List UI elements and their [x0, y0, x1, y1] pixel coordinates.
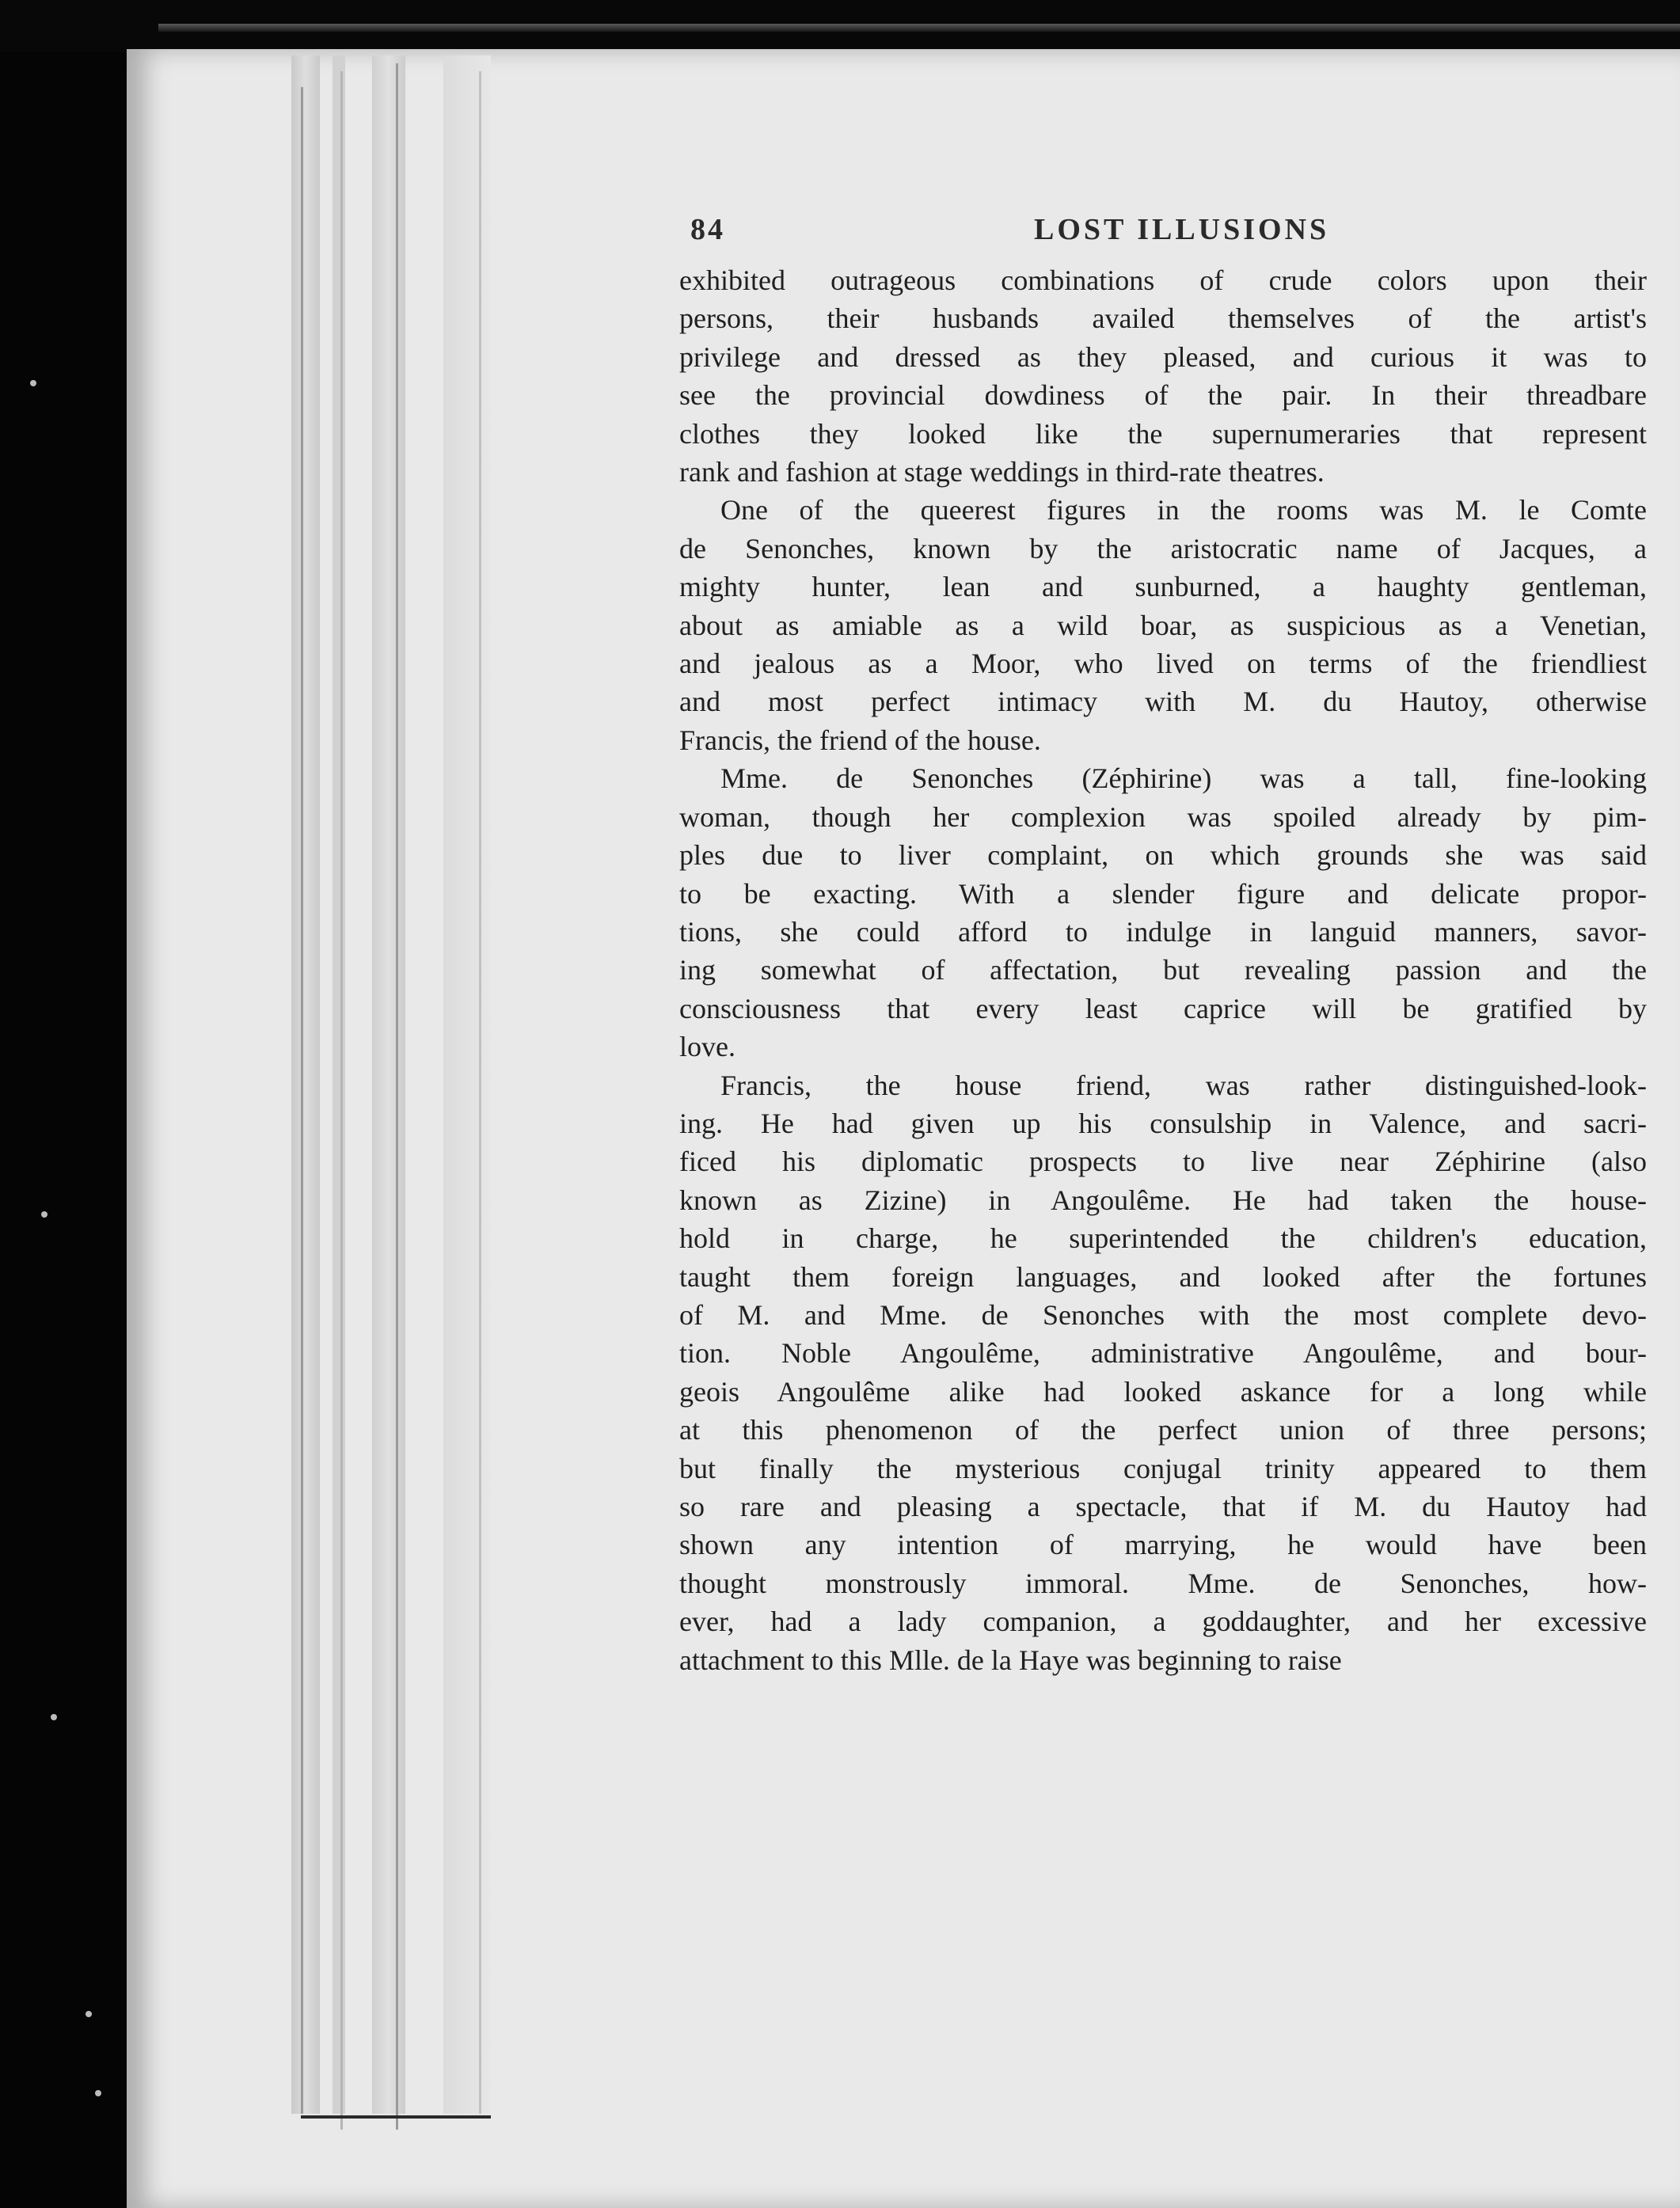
text-line: at this phenomenon of the perfect union of three persons;: [679, 1414, 1647, 1446]
text-line: ever, had a lady companion, a goddaughter, and her excessive: [679, 1606, 1647, 1638]
paragraph: [679, 1066, 1647, 1680]
running-head: [679, 204, 1647, 255]
text-line: thought monstrously immoral. Mme. de Senonches, how-: [679, 1567, 1647, 1599]
text-line: rank and fashion at stage weddings in third-rate theatres.: [679, 456, 1325, 488]
text-line: but finally the mysterious conjugal trinity appeared to them: [679, 1452, 1647, 1484]
text-line: tion. Noble Angoulême, administrative Angoulême, and bour-: [679, 1337, 1647, 1370]
text-line: hold in charge, he superintended the children's education,: [679, 1222, 1647, 1255]
text-line: One of the queerest figures in the rooms was M. le Comte: [720, 494, 1647, 526]
text-line: attachment to this Mlle. de la Haye was beginning to raise: [679, 1644, 1342, 1676]
text-line: taught them foreign languages, and looked after the fortunes: [679, 1260, 1647, 1293]
binding-stripe: [372, 55, 405, 2114]
text-line: privilege and dressed as they pleased, and curious it was to: [679, 340, 1647, 373]
text-line: consciousness that every least caprice will be gratified by: [679, 992, 1647, 1024]
binding-line: [396, 63, 398, 2130]
paragraph: [679, 261, 1647, 491]
page-text-block: [679, 204, 1647, 1679]
speck: [30, 380, 36, 386]
text-line: ing. He had given up his consulship in Valence, and sacri-: [679, 1107, 1647, 1139]
text-line: to be exacting. With a slender figure and delicate propor-: [679, 877, 1647, 910]
body-text: [679, 261, 1647, 1679]
binding-line: [479, 71, 481, 2114]
text-line: woman, though her complexion was spoiled already by pim-: [679, 800, 1647, 833]
text-line: Mme. de Senonches (Zéphirine) was a tall, fine-looking: [720, 762, 1647, 795]
speck: [51, 1714, 57, 1720]
text-line: geois Angoulême alike had looked askance for a long while: [679, 1375, 1647, 1408]
text-line: de Senonches, known by the aristocratic name of Jacques, a: [679, 532, 1647, 564]
text-line: Francis, the house friend, was rather distinguished-look-: [720, 1069, 1647, 1101]
page-top-shadow: [158, 24, 1680, 32]
text-line: known as Zizine) in Angoulême. He had taken the house-: [679, 1184, 1647, 1216]
binding-line: [301, 87, 303, 2114]
text-line: love.: [679, 1031, 735, 1063]
speck: [86, 2011, 92, 2017]
speck: [41, 1211, 48, 1218]
running-title: LOST ILLUSIONS: [1034, 213, 1330, 246]
text-line: ples due to liver complaint, on which grounds she was said: [679, 839, 1647, 872]
speck: [95, 2090, 101, 2096]
text-line: ing somewhat of affectation, but revealing passion and the: [679, 954, 1647, 986]
text-line: tions, she could afford to indulge in languid manners, savor-: [679, 915, 1647, 948]
text-line: and jealous as a Moor, who lived on terms of the friendliest: [679, 648, 1647, 680]
text-line: persons, their husbands availed themselves of the artist's: [679, 302, 1647, 335]
binding-line: [340, 71, 343, 2130]
text-line: exhibited outrageous combinations of crude colors upon their: [679, 264, 1647, 296]
binding-bottom-edge: [301, 2115, 491, 2119]
text-line: of M. and Mme. de Senonches with the most complete devo-: [679, 1298, 1647, 1331]
paragraph: [679, 491, 1647, 759]
text-line: mighty hunter, lean and sunburned, a haughty gentleman,: [679, 571, 1647, 603]
text-line: Francis, the friend of the house.: [679, 724, 1041, 756]
text-line: clothes they looked like the supernumeraries that represent: [679, 417, 1647, 450]
binding-stripe: [333, 55, 345, 2114]
text-line: about as amiable as a wild boar, as suspicious as a Venetian,: [679, 609, 1647, 641]
binding-stripe: [291, 55, 320, 2114]
text-line: ficed his diplomatic prospects to live near Zéphirine (also: [679, 1146, 1647, 1178]
paragraph: [679, 759, 1647, 1066]
binding-stripe: [443, 55, 491, 2114]
scan-margin-specks: [0, 0, 127, 2208]
text-line: shown any intention of marrying, he would have been: [679, 1529, 1647, 1561]
text-line: so rare and pleasing a spectacle, that if M. du Hautoy had: [679, 1491, 1647, 1522]
page-number: 84: [690, 213, 725, 246]
text-line: see the provincial dowdiness of the pair. In their threadbare: [679, 379, 1647, 412]
text-line: and most perfect intimacy with M. du Hautoy, otherwise: [679, 686, 1647, 718]
